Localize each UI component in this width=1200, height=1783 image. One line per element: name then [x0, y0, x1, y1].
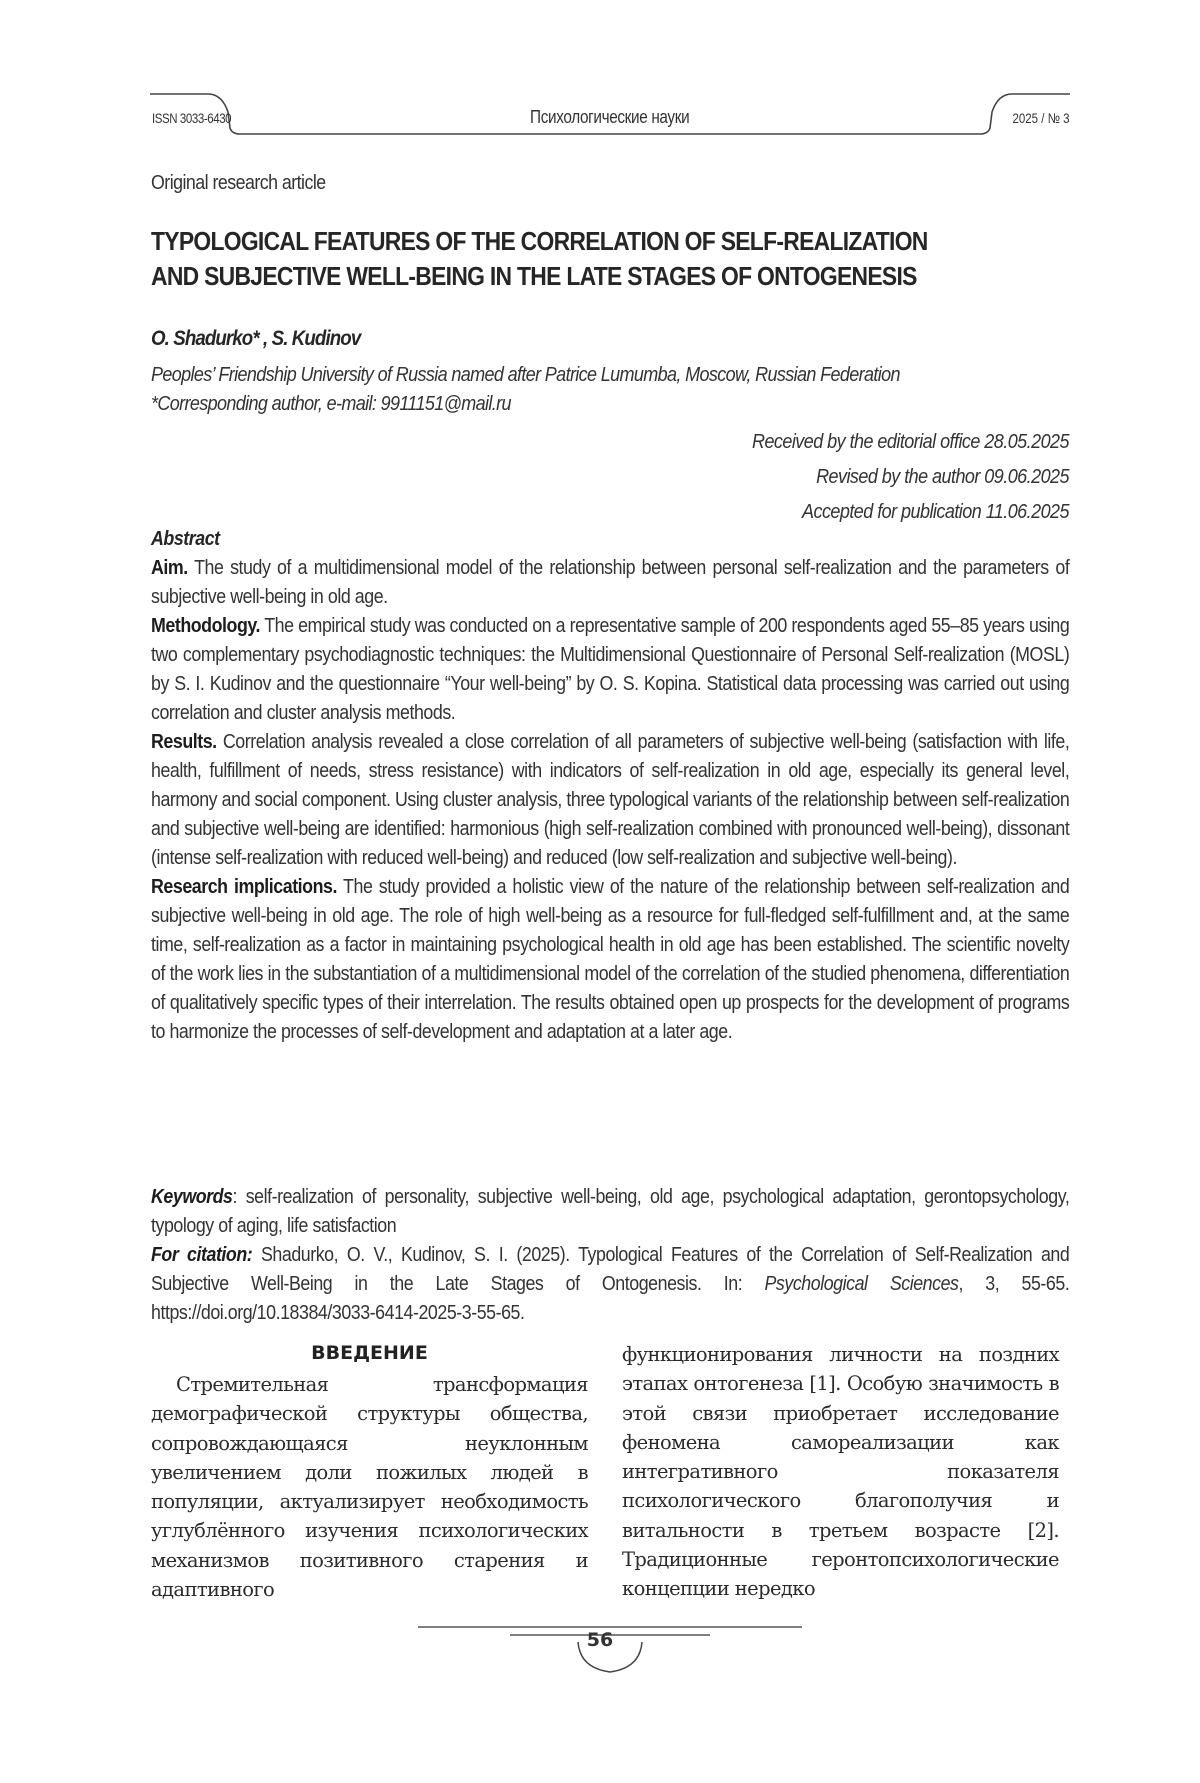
- article-title: [151, 224, 1069, 294]
- implications-label: Research implications.: [151, 876, 337, 898]
- authors: [151, 327, 1069, 351]
- abstract-results: [151, 728, 1069, 873]
- abstract-aim: [151, 554, 1069, 612]
- page-footer: [0, 1610, 1200, 1690]
- abstract: [151, 525, 1069, 1047]
- citation-doi[interactable]: , 3, 55-65. https://doi.org/10.18384/3033-6414-2025-3-55-65.: [151, 1273, 1070, 1324]
- intro-paragraph: Стремительная трансформация демографической структуры общества, сопровождающаяся неуклонным увеличением доли пожилых людей в популяции, актуализирует необходимость углублённого изучения психологических механизмов позитивного старения и адаптивного: [151, 1373, 588, 1602]
- date-accepted: Accepted for publication 11.06.2025: [802, 501, 1069, 523]
- journal-title-text: Психологические науки: [530, 107, 690, 127]
- running-header: [150, 90, 1070, 140]
- corresponding-author: *Corresponding author, e-mail: 9911151@mail.ru: [151, 393, 511, 415]
- citation-journal: Psychological Sciences: [764, 1273, 959, 1295]
- issn-label: ISSN 3033-6430: [152, 110, 232, 126]
- keywords-text: : self-realization of personality, subjective well-being, old age, psychological adaptation, gerontopsychology, typology of aging, life satisfaction: [151, 1186, 1070, 1237]
- citation-label: For citation:: [151, 1244, 253, 1266]
- issue-label: 2025 / № 3: [1012, 110, 1070, 126]
- keywords-paragraph: [151, 1183, 1069, 1241]
- affiliation: Peoples’ Friendship University of Russia named after Patrice Lumumba, Moscow, Russian Federation: [151, 364, 900, 386]
- article-type-text: Original research article: [151, 172, 326, 194]
- submission-dates: [151, 425, 1069, 530]
- citation: [151, 1241, 1069, 1328]
- authors-text: O. Shadurko* , S. Kudinov: [151, 327, 361, 350]
- affiliation-block: [151, 361, 1069, 419]
- keywords: [151, 1183, 1069, 1241]
- abstract-implications: [151, 873, 1069, 1047]
- abstract-methodology: [151, 612, 1069, 728]
- article-type: [151, 172, 1069, 195]
- results-label: Results.: [151, 731, 217, 753]
- abstract-heading-text: Abstract: [151, 528, 220, 550]
- intro-paragraph-continued: функционирования личности на поздних этапах онтогенеза [1]. Особую значимость в этой связи приобретает исследование феномена самореализации как интегративного показателя психологического благополучия и витальности в третьем возрасте [2]. Традиционные геронтопсихологические концепции нередко: [622, 1343, 1059, 1601]
- results-text: Correlation analysis revealed a close correlation of all parameters of subjective well-being (satisfaction with life, health, fulfillment of needs, stress resistance) with indicators of self-realization in old age, especially its general level, harmony and social component. Using cluster analysis, three typological variants of the relationship between self-realization and subjective well-being are identified: harmonious (high self-realization combined with pronounced well-being), dissonant (intense self-realization with reduced well-being) and reduced (low self-realization and subjective well-being).: [151, 731, 1070, 869]
- date-revised: Revised by the author 09.06.2025: [816, 466, 1069, 488]
- body-column-left: [151, 1340, 588, 1604]
- keywords-label: Keywords: [151, 1186, 233, 1208]
- journal-title: [150, 107, 1070, 128]
- keywords-body: [151, 1183, 1069, 1241]
- citation-text: Shadurko, O. V., Kudinov, S. I. (2025). Typological Features of the Correlation of Self-Realization and Subjective Well-Being in the Late Stages of Ontogenesis. In:: [151, 1244, 1070, 1295]
- methodology-text: The empirical study was conducted on a representative sample of 200 respondents aged 55–85 years using two complementary psychodiagnostic techniques: the Multidimensional Questionnaire of Personal Self-realization (MOSL) by S. I. Kudinov and the questionnaire “Your well-being” by O. S. Kopina. Statistical data processing was carried out using correlation and cluster analysis methods.: [151, 615, 1070, 724]
- date-received: Received by the editorial office 28.05.2025: [751, 431, 1069, 453]
- page-number: 56: [586, 1629, 614, 1651]
- citation-paragraph: [151, 1241, 1069, 1328]
- abstract-body: [151, 554, 1069, 1047]
- section-heading: ВВЕДЕНИЕ: [311, 1342, 428, 1364]
- methodology-label: Methodology.: [151, 615, 261, 637]
- citation-body: [151, 1241, 1069, 1328]
- body-column-right: [622, 1340, 1059, 1604]
- title-line: TYPOLOGICAL FEATURES OF THE CORRELATION OF SELF-REALIZATION: [151, 226, 928, 256]
- aim-text: The study of a multidimensional model of the relationship between personal self-realization and the parameters of subjective well-being in old age.: [151, 557, 1070, 608]
- title-line: AND SUBJECTIVE WELL-BEING IN THE LATE STAGES OF ONTOGENESIS: [151, 261, 917, 291]
- implications-text: The study provided a holistic view of the nature of the relationship between self-realization and subjective well-being in old age. The role of high well-being as a resource for full-fledged self-fulfillment and, at the same time, self-realization as a factor in maintaining psychological health in old age has been established. The scientific novelty of the work lies in the substantiation of a multidimensional model of the correlation of the studied phenomena, differentiation of qualitatively specific types of their interrelation. The results obtained open up prospects for the development of programs to harmonize the processes of self-development and adaptation at a later age.: [151, 876, 1070, 1043]
- aim-label: Aim.: [151, 557, 188, 579]
- abstract-heading: [151, 525, 1069, 554]
